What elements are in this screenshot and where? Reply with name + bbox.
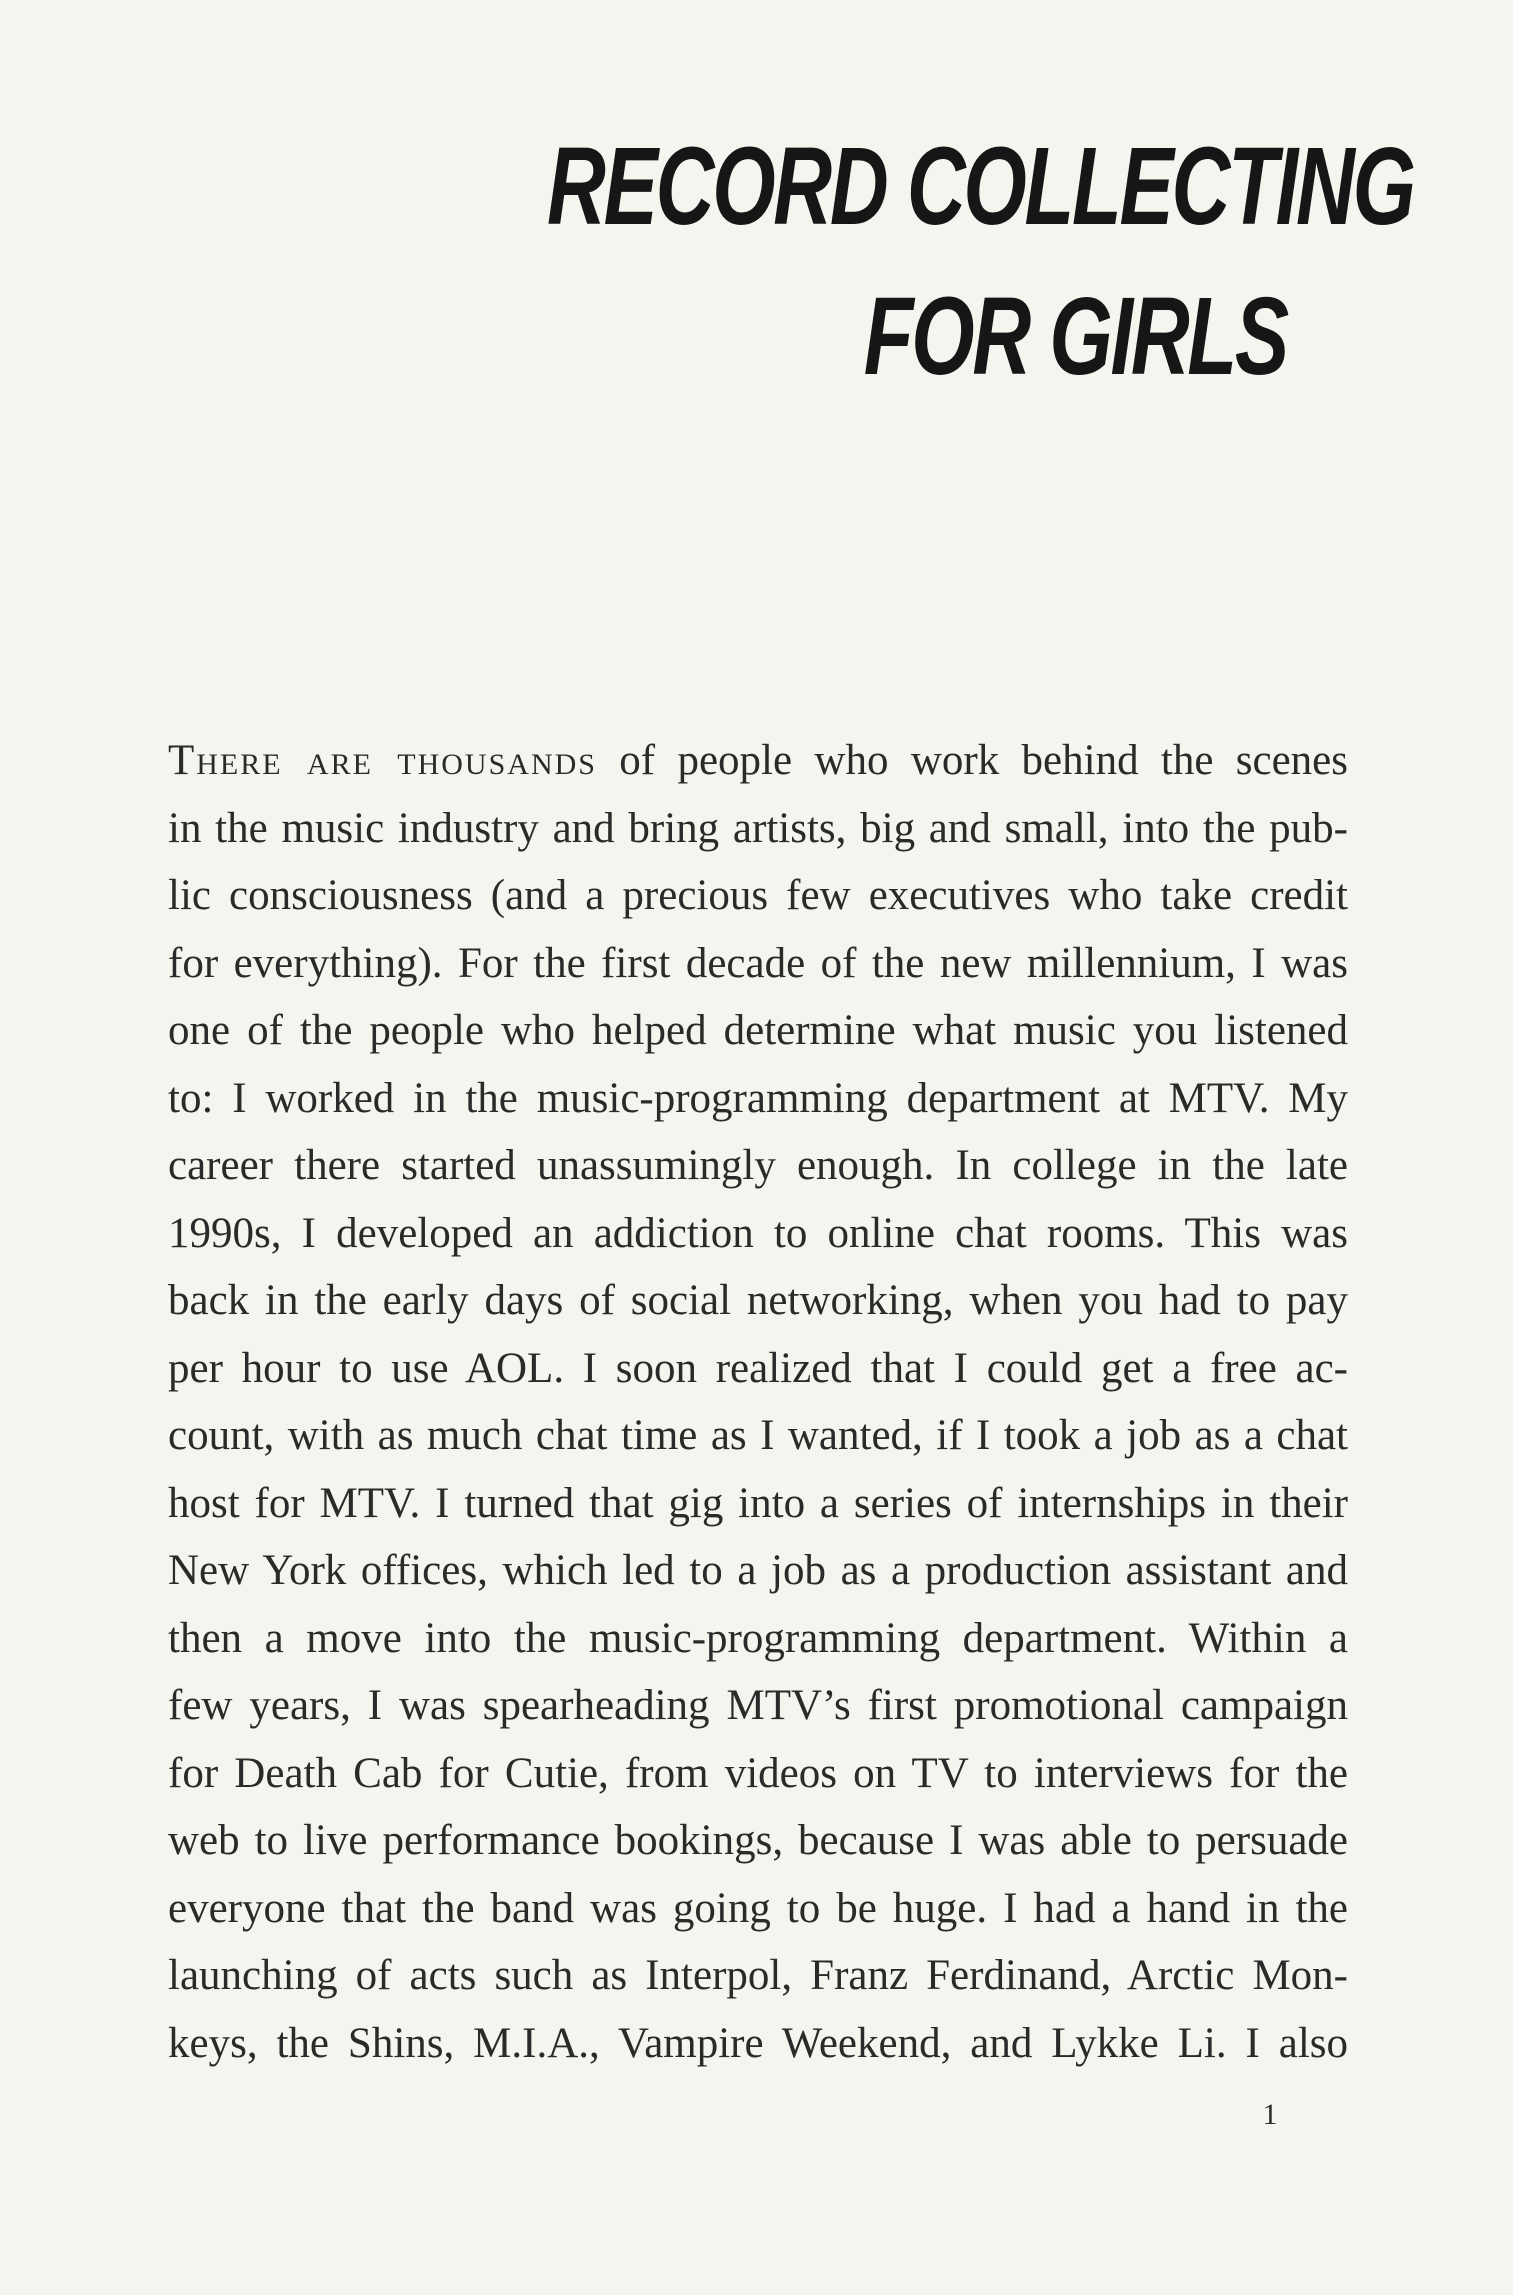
text-line: web to live performance bookings, because I was able to persuade xyxy=(168,1817,1348,1864)
chapter-title xyxy=(547,112,1414,412)
text-line-1-rest: of people who work behind the scenes xyxy=(596,737,1349,784)
text-line: in the music industry and bring artists, big and small, into the pub- xyxy=(168,804,1348,852)
text-line: few years, I was spearheading MTV’s first promotional campaign xyxy=(168,1682,1348,1729)
page-number: 1 xyxy=(1262,2098,1278,2131)
text-line: then a move into the music-programming department. Within a xyxy=(168,1614,1348,1662)
text-line: per hour to use AOL. I soon realized that I could get a free ac- xyxy=(168,1344,1348,1392)
chapter-title-line-1: RECORD COLLECTING xyxy=(547,125,1414,248)
chapter-title-line-2: FOR GIRLS xyxy=(863,275,1287,398)
text-line: to: I worked in the music-programming department at MTV. My xyxy=(168,1074,1348,1122)
text-line: everyone that the band was going to be huge. I had a hand in the xyxy=(168,1884,1348,1932)
lead-in-smallcaps: There are thousands xyxy=(168,737,597,784)
text-line: for Death Cab for Cutie, from videos on TV to interviews for the xyxy=(168,1749,1348,1797)
text-line: back in the early days of social networking, when you had to pay xyxy=(168,1277,1348,1324)
text-line: career there started unassumingly enough. In college in the late xyxy=(168,1142,1348,1189)
text-line: one of the people who helped determine what music you listened xyxy=(168,1007,1348,1054)
text-line: host for MTV. I turned that gig into a series of internships in their xyxy=(168,1479,1348,1527)
chapter-body-text xyxy=(168,727,1348,2077)
text-line: for everything). For the first decade of the new millennium, I was xyxy=(168,939,1348,987)
text-line-1 xyxy=(168,727,1348,795)
text-line: 1990s, I developed an addiction to online chat rooms. This was xyxy=(168,1209,1348,1257)
text-line: keys, the Shins, M.I.A., Vampire Weekend, and Lykke Li. I also xyxy=(168,2019,1348,2067)
text-line: count, with as much chat time as I wanted, if I took a job as a chat xyxy=(168,1412,1348,1459)
text-line: New York offices, which led to a job as a production assistant and xyxy=(168,1547,1348,1594)
text-line: lic consciousness (and a precious few executives who take credit xyxy=(168,872,1348,919)
text-line: launching of acts such as Interpol, Franz Ferdinand, Arctic Mon- xyxy=(168,1952,1348,1999)
